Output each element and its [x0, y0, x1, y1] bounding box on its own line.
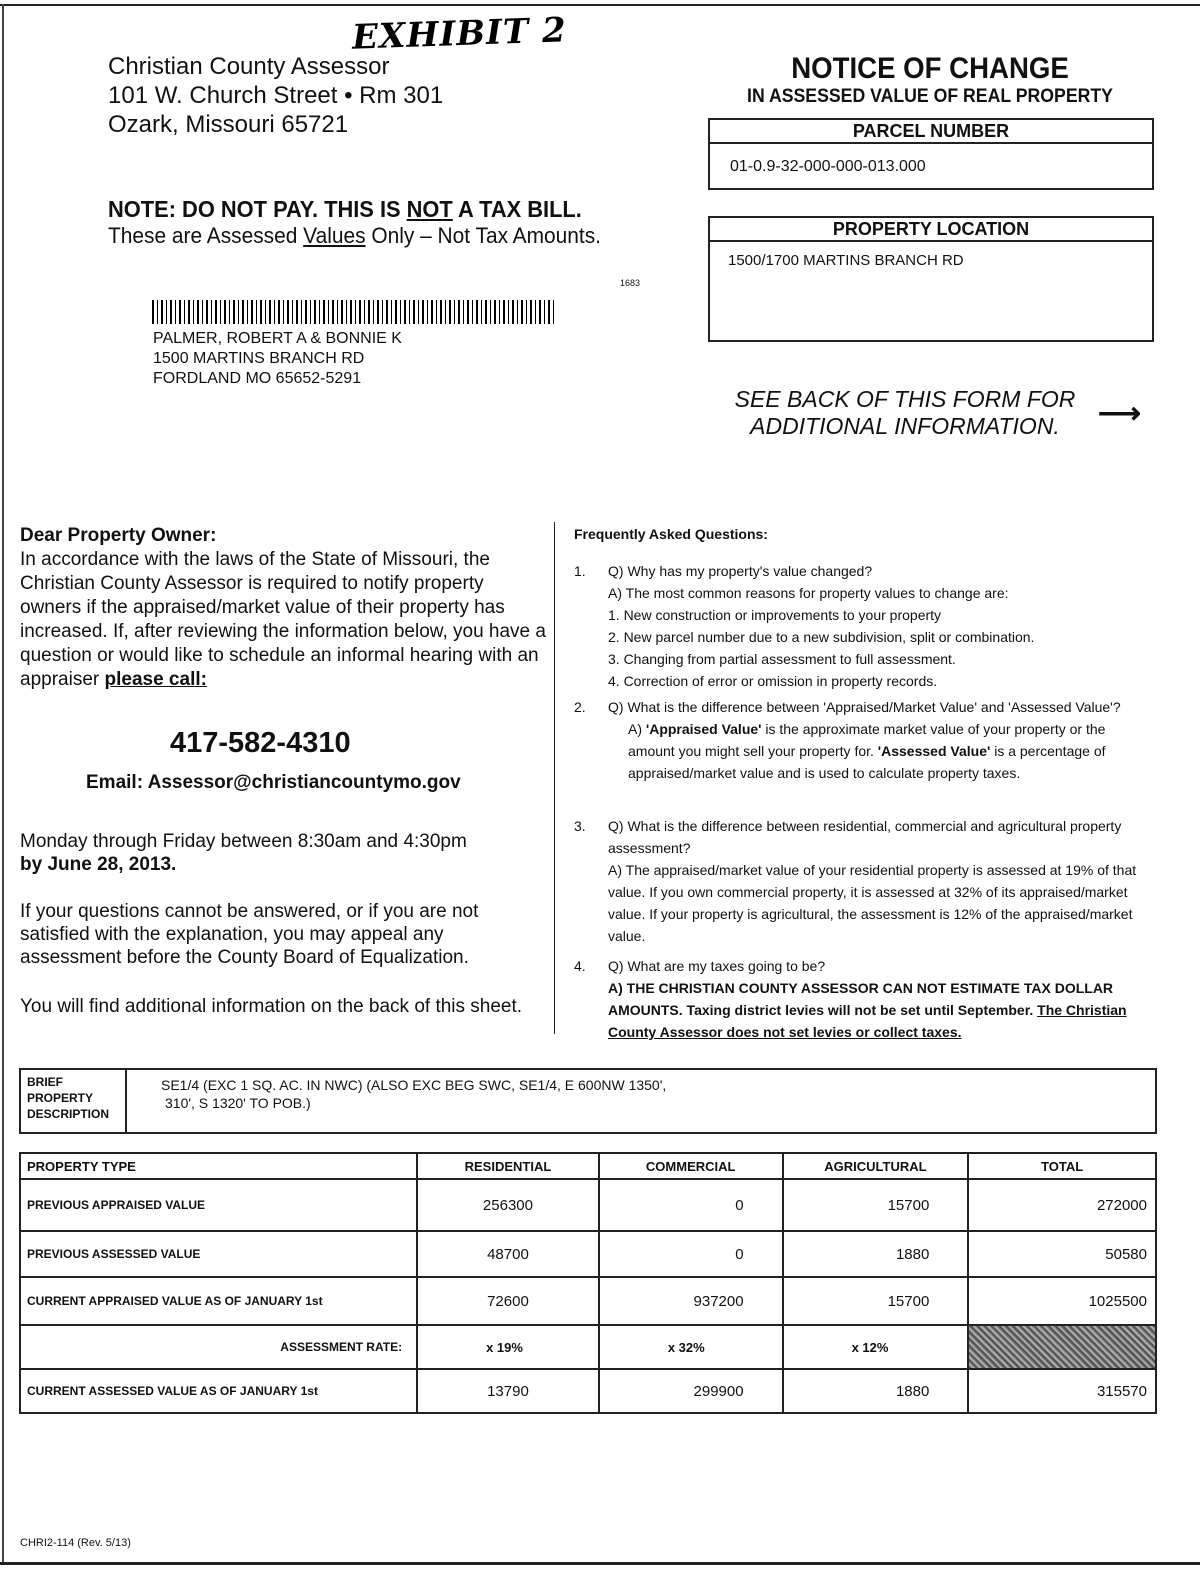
- assessed-values-table: [19, 1152, 1157, 1414]
- note-prefix: NOTE: DO NOT PAY. THIS IS: [108, 196, 407, 222]
- assessment-rate-label: ASSESSMENT RATE:: [20, 1325, 417, 1369]
- commercial-rate: x 32%: [599, 1325, 783, 1369]
- faq1-reason-2: 2. New parcel number due to a new subdivision, split or combination.: [608, 629, 1035, 645]
- faq-title: Frequently Asked Questions:: [574, 526, 768, 542]
- faq2-a-mid: is the approximate market value of your property or the amount you might sell your property for.: [628, 721, 1106, 759]
- property-description-box: [19, 1068, 1157, 1134]
- faq2-appraised-term: 'Appraised Value': [645, 721, 762, 737]
- table-header-row: [20, 1153, 1156, 1179]
- faq4-question: Q) What are my taxes going to be?: [608, 958, 826, 974]
- property-location-value: 1500/1700 MARTINS BRANCH RD: [728, 252, 964, 269]
- assessor-city: Ozark, Missouri 65721: [108, 111, 349, 138]
- row-label: CURRENT APPRAISED VALUE AS OF JANUARY 1st: [20, 1277, 417, 1325]
- email-address: Email: Assessor@christiancountymo.gov: [86, 772, 461, 793]
- faq2-a-end: is a percentage of appraised/market value and is used to calculate property taxes.: [628, 743, 1106, 781]
- letter-intro: [20, 524, 550, 692]
- agricultural-value: 1880: [783, 1231, 969, 1277]
- letter-body: [20, 548, 550, 692]
- postal-barcode: [152, 300, 556, 324]
- note2-values: Values: [303, 223, 366, 248]
- notice-title: NOTICE OF CHANGE: [791, 52, 1069, 85]
- phone-number: 417-582-4310: [170, 727, 351, 759]
- faq2-a-prefix: A): [628, 721, 646, 737]
- faq3-answer: A) The appraised/market value of your residential property is assessed at 19% of that value. If you own commercial property, it is assessed at 32% of its appraised/market value. If your property is agricultural, the assessment is 12% of the appraised/market value.: [608, 862, 1137, 944]
- faq-item-2: [574, 696, 1154, 784]
- agricultural-value: 15700: [783, 1179, 969, 1231]
- right-arrow-icon: ⟶: [1098, 397, 1142, 430]
- assessor-street: 101 W. Church Street • Rm 301: [108, 82, 444, 109]
- additional-info-paragraph: You will find additional information on the back of this sheet.: [20, 996, 523, 1017]
- row-label: CURRENT ASSESSED VALUE AS OF JANUARY 1st: [20, 1369, 417, 1413]
- property-description-line2: 310', S 1320' TO POB.): [165, 1095, 311, 1111]
- row-label: PREVIOUS ASSESSED VALUE: [20, 1231, 417, 1277]
- property-location-label: PROPERTY LOCATION: [710, 218, 1152, 242]
- faq1-number: 1.: [574, 563, 586, 579]
- faq-item-4: [574, 955, 1154, 1043]
- assessor-address-block: [108, 52, 443, 139]
- mail-code: 1683: [620, 278, 641, 288]
- faq3-question: Q) What is the difference between residential, commercial and agricultural property assessment?: [608, 818, 1122, 856]
- property-description-label: BRIEF PROPERTY DESCRIPTION: [21, 1070, 127, 1132]
- faq2-number: 2.: [574, 699, 586, 715]
- faq4-answer-underlined: The Christian County Assessor does not set levies or collect taxes.: [608, 1002, 1127, 1040]
- current-assessed-row: [20, 1369, 1156, 1413]
- total-value: 50580: [968, 1231, 1156, 1277]
- faq1-reason-1: 1. New construction or improvements to your property: [608, 607, 942, 623]
- residential-rate: x 19%: [417, 1325, 599, 1369]
- assessor-name: Christian County Assessor: [108, 53, 390, 80]
- header-total: TOTAL: [968, 1153, 1156, 1179]
- notice-subtitle: IN ASSESSED VALUE OF REAL PROPERTY: [747, 86, 1113, 107]
- owner-street: 1500 MARTINS BRANCH RD: [153, 350, 365, 367]
- page-border-top: [0, 4, 1200, 6]
- office-hours-text: Monday through Friday between 8:30am and 4:30pm: [20, 831, 467, 852]
- note-not: NOT: [406, 196, 453, 222]
- shaded-cell: [968, 1325, 1156, 1369]
- owner-name: PALMER, ROBERT A & BONNIE K: [153, 330, 402, 347]
- please-call: please call:: [104, 669, 207, 690]
- faq4-answer-bold: A) THE CHRISTIAN COUNTY ASSESSOR CAN NOT ESTIMATE TAX DOLLAR AMOUNTS. Taxing district levies will not be set until September.: [608, 980, 1114, 1018]
- note-suffix: A TAX BILL.: [452, 196, 582, 222]
- assessed-values-note: [108, 223, 601, 249]
- see-back-notice: [710, 386, 1100, 440]
- header-property-type: PROPERTY TYPE: [20, 1153, 417, 1179]
- parcel-number-box: [708, 118, 1154, 190]
- property-description-text: [161, 1076, 861, 1112]
- form-code: CHRI2-114 (Rev. 5/13): [20, 1537, 131, 1549]
- residential-value: 72600: [417, 1277, 599, 1325]
- table-row: [20, 1179, 1156, 1231]
- commercial-value: 0: [599, 1231, 783, 1277]
- property-description-line1: SE1/4 (EXC 1 SQ. AC. IN NWC) (ALSO EXC BEG SWC, SE1/4, E 600NW 1350',: [161, 1077, 667, 1093]
- commercial-value: 937200: [599, 1277, 783, 1325]
- see-back-line2: ADDITIONAL INFORMATION.: [750, 413, 1060, 439]
- owner-address-block: [153, 329, 402, 389]
- faq1-question: Q) Why has my property's value changed?: [608, 563, 873, 579]
- property-location-box: [708, 216, 1154, 342]
- commercial-value: 0: [599, 1179, 783, 1231]
- letter-greeting: Dear Property Owner:: [20, 525, 217, 546]
- faq1-reason-4: 4. Correction of error or omission in property records.: [608, 673, 938, 689]
- total-value: 1025500: [968, 1277, 1156, 1325]
- faq1-answer: A) The most common reasons for property values to change are:: [608, 585, 1009, 601]
- faq4-answer: [608, 977, 1154, 1043]
- agricultural-value: 1880: [783, 1369, 969, 1413]
- table-row: [20, 1277, 1156, 1325]
- faq2-assessed-term: 'Assessed Value': [877, 743, 991, 759]
- see-back-line1: SEE BACK OF THIS FORM FOR: [734, 386, 1076, 412]
- note2-b: Only – Not Tax Amounts.: [365, 223, 601, 248]
- residential-value: 13790: [417, 1369, 599, 1413]
- commercial-value: 299900: [599, 1369, 783, 1413]
- faq-item-3: [574, 815, 1154, 947]
- deadline: by June 28, 2013.: [20, 854, 177, 875]
- row-label: PREVIOUS APPRAISED VALUE: [20, 1179, 417, 1231]
- total-value: 272000: [968, 1179, 1156, 1231]
- header-agricultural: AGRICULTURAL: [783, 1153, 969, 1179]
- page-border-bottom: [0, 1562, 1200, 1565]
- residential-value: 256300: [417, 1179, 599, 1231]
- assessment-rate-row: [20, 1325, 1156, 1369]
- residential-value: 48700: [417, 1231, 599, 1277]
- parcel-number-value: 01-0.9-32-000-000-013.000: [730, 158, 926, 175]
- agricultural-rate: x 12%: [783, 1325, 969, 1369]
- not-a-tax-bill-note: [108, 196, 582, 223]
- exhibit-handwritten-label: EXHIBIT 2: [351, 10, 568, 58]
- faq2-question: Q) What is the difference between 'Appraised/Market Value' and 'Assessed Value'?: [608, 699, 1121, 715]
- faq2-answer: [608, 718, 1154, 784]
- parcel-number-label: PARCEL NUMBER: [710, 120, 1152, 144]
- table-row: [20, 1231, 1156, 1277]
- total-value: 315570: [968, 1369, 1156, 1413]
- office-hours: [20, 830, 467, 876]
- header-residential: RESIDENTIAL: [417, 1153, 599, 1179]
- page-border-left: [2, 4, 4, 1564]
- column-divider: [554, 522, 555, 1034]
- faq-item-1: [574, 560, 1154, 692]
- owner-city: FORDLAND MO 65652-5291: [153, 370, 362, 387]
- appeal-paragraph: If your questions cannot be answered, or if you are not satisfied with the explanation, you may appeal any assessment before the County Board of Equalization.: [20, 901, 479, 968]
- letter-body-text: In accordance with the laws of the State of Missouri, the Christian County Assessor is required to notify property owners if the appraised/market value of their property has increased. If, after reviewing the information below, you have a question or would like to schedule an informal hearing with an appraiser: [20, 549, 546, 690]
- faq3-number: 3.: [574, 818, 586, 834]
- agricultural-value: 15700: [783, 1277, 969, 1325]
- note2-a: These are Assessed: [108, 223, 304, 248]
- header-commercial: COMMERCIAL: [599, 1153, 783, 1179]
- faq4-number: 4.: [574, 958, 586, 974]
- faq1-reason-3: 3. Changing from partial assessment to full assessment.: [608, 651, 956, 667]
